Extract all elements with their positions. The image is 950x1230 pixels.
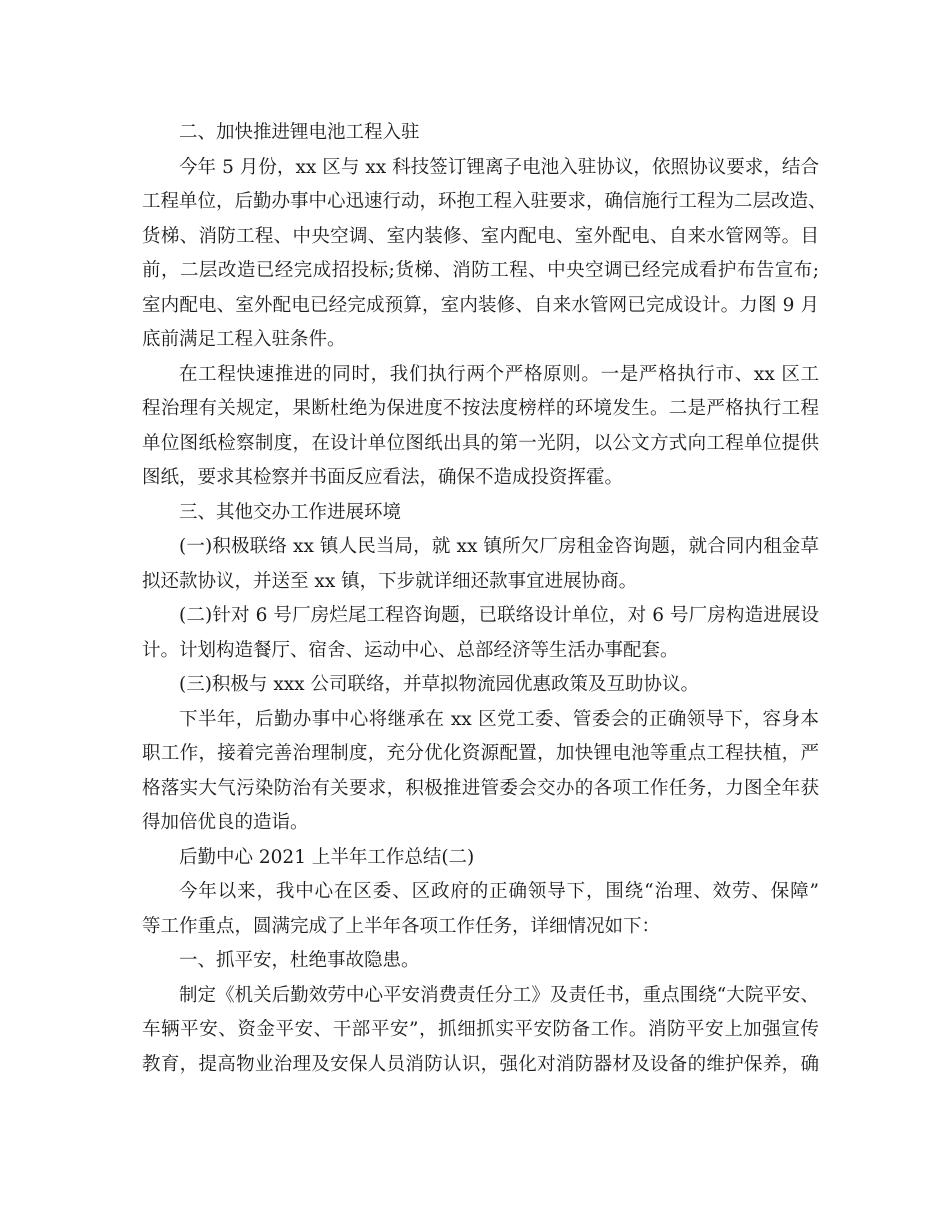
text-line: 职工作，接着完善治理制度，充分优化资源配置，加快锂电池等重点工程扶植，严 (142, 743, 819, 764)
heading-section-3 (142, 496, 819, 531)
text-line: 车辆平安、资金平安、干部平安”，抓细抓实平安防备工作。消防平安上加强宣传 (142, 1019, 819, 1040)
text-line: 下半年，后勤办事中心将继承在 xx 区党工委、管委会的正确领导下，容身本 (179, 708, 819, 730)
paragraph-item-3 (142, 668, 819, 703)
text-line: 在工程快速推进的同时，我们执行两个严格原则。一是严格执行市、xx 区工 (179, 363, 819, 385)
text-line: 前，二层改造已经完成招投标;货梯、消防工程、中央空调已经完成看护布告宣布; (142, 260, 819, 281)
text-line: 三、其他交办工作进展环境 (179, 501, 402, 523)
text-line: 得加倍优良的造诣。 (142, 812, 309, 833)
text-line: 拟还款协议，并送至 xx 镇，下步就详细还款事宜进展协商。 (142, 570, 638, 592)
text-line: 程治理有关规定，果断杜绝为保进度不按法度榜样的环境发生。二是严格执行工程 (142, 398, 819, 419)
text-line: 室内配电、室外配电已经完成预算，室内装修、自来水管网已完成设计。力图 9 月 (142, 294, 819, 316)
text-line: 一、抓平安，杜绝事故隐患。 (179, 950, 420, 971)
text-line: 货梯、消防工程、中央空调、室内装修、室内配电、室外配电、自来水管网等。目 (142, 225, 819, 247)
heading-safety (142, 944, 819, 979)
text-line: 格落实大气污染防治有关要求，积极推进管委会交办的各项工作任务，力图全年获 (142, 777, 819, 799)
text-line: 后勤中心 2021 上半年工作总结(二) (179, 846, 475, 868)
text-line: 教育，提高物业治理及安保人员消防认识，强化对消防器材及设备的维护保养，确 (142, 1053, 819, 1075)
text-line: 单位图纸检察制度，在设计单位图纸出具的第一光阴，以公文方式向工程单位提供 (142, 432, 819, 454)
text-line: 底前满足工程入驻条件。 (142, 329, 346, 350)
text-line: 等工作重点，圆满完成了上半年各项工作任务，详细情况如下： (142, 915, 661, 937)
text-line: 工程单位，后勤办事中心迅速行动，环抱工程入驻要求，确信施行工程为二层改造、 (142, 191, 827, 212)
heading-summary-2 (142, 841, 819, 876)
text-line: 计。计划构造餐厅、宿舍、运动中心、总部经济等生活办事配套。 (142, 639, 679, 661)
text-line: (二)针对 6 号厂房烂尾工程咨询题，已联络设计单位，对 6 号厂房构造进展设 (179, 605, 819, 626)
paragraph-item-1 (142, 530, 819, 599)
paragraph-item-2 (142, 599, 819, 668)
paragraph-second-half-plan (142, 703, 819, 841)
paragraph-intro (142, 875, 819, 944)
text-line: (三)积极与 xxx 公司联络，并草拟物流园优惠政策及互助协议。 (179, 674, 699, 695)
text-line: 制定《机关后勤效劳中心平安消费责任分工》及责任书，重点围绕“大院平安、 (179, 984, 819, 1006)
paragraph-principles (142, 358, 819, 496)
text-line: 二、加快推进锂电池工程入驻 (179, 122, 420, 143)
heading-section-2 (142, 116, 819, 151)
text-line: (一)积极联络 xx 镇人民当局，就 xx 镇所欠厂房租金咨询题，就合同内租金草 (179, 536, 819, 557)
document-body (142, 116, 827, 1082)
text-line: 今年 5 月份，xx 区与 xx 科技签订锂离子电池入驻协议，依照协议要求，结合 (179, 156, 819, 178)
paragraph-lithium-project (142, 151, 827, 358)
paragraph-safety-details (142, 979, 819, 1083)
text-line: 今年以来，我中心在区委、区政府的正确领导下，围绕“治理、效劳、保障” (179, 881, 819, 902)
text-line: 图纸，要求其检察并书面反应看法，确保不造成投资挥霍。 (142, 467, 624, 488)
